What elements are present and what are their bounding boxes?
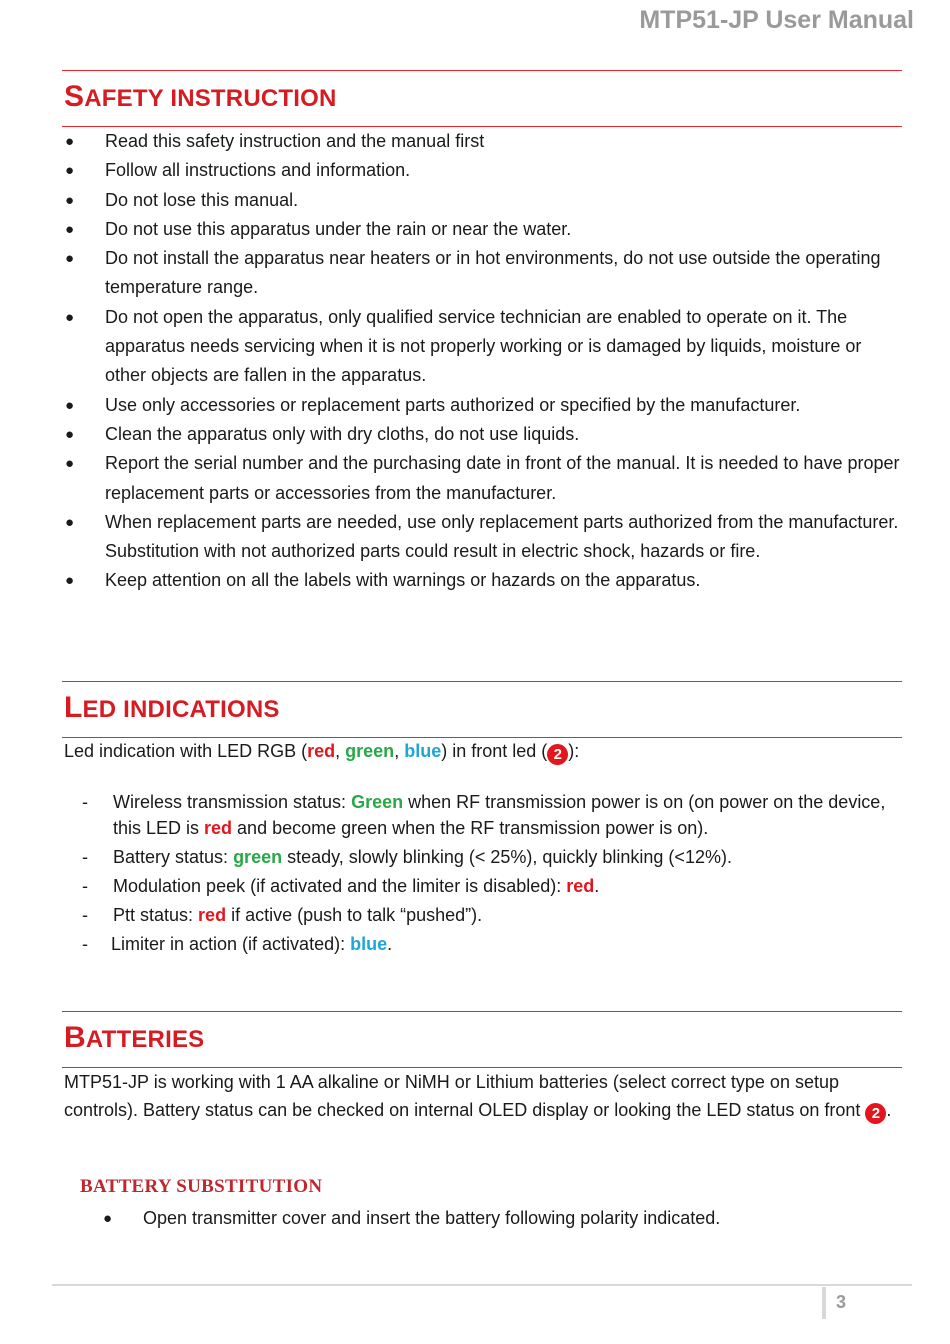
footer-divider [822,1287,826,1319]
bullet-icon: ● [65,308,75,326]
bullet-icon: ● [65,513,75,531]
list-item: ● When replacement parts are needed, use only replacement parts authorized from the manufacturer. Substitution with not authorized parts could result in electric shock, hazards or fire. [62,508,902,567]
list-item: ● Do not open the apparatus, only qualified service technician are enabled to operate on it. The apparatus needs servicing when it is not properly working or is damaged by liquids, moisture or other objects are fallen in the apparatus. [62,303,902,391]
front-led-number-badge: 2 [547,744,568,765]
list-item: ● Clean the apparatus only with dry cloths, do not use liquids. [62,420,902,449]
footer-rule [52,1284,912,1286]
front-led-number-badge: 2 [865,1103,886,1124]
bullet-icon: ● [65,133,75,150]
list-item: - Modulation peek (if activated and the limiter is disabled): red. [82,876,600,896]
safety-list-container [62,127,902,596]
section-top-rule [62,1011,902,1012]
batteries-section-title: BATTERIES [64,1021,205,1054]
bullet-icon: ● [65,455,75,473]
battery-substitution-list [100,1204,900,1233]
bullet-icon: ● [65,572,75,590]
document-header-title: MTP51-JP User Manual [639,6,914,34]
list-item: ● Report the serial number and the purchasing date in front of the manual. It is needed to have proper replacement parts or accessories from the manufacturer. [62,449,902,508]
battery-substitution-list-container [100,1204,900,1233]
list-item: ● Follow all instructions and information. [62,156,902,185]
battery-substitution-title: BATTERY SUBSTITUTION [80,1176,323,1197]
list-item: ● Do not install the apparatus near heaters or in hot environments, do not use outside the operating temperature range. [62,244,902,303]
list-item: ● Use only accessories or replacement parts authorized or specified by the manufacturer. [62,391,902,420]
batteries-paragraph: MTP51-JP is working with 1 AA alkaline or NiMH or Lithium batteries (select correct type on setup controls). Battery status can be checked on internal OLED display or looking the LED status on front 2 . [64,1072,892,1122]
bullet-icon: ● [65,191,75,209]
led-list-container [62,789,902,960]
section-top-rule [62,681,902,682]
bullet-icon: ● [65,425,75,443]
list-item: ● Read this safety instruction and the manual first [62,127,902,156]
bullet-icon: ● [65,396,75,414]
list-item: ● Keep attention on all the labels with warnings or hazards on the apparatus. [62,566,902,595]
bullet-icon: ● [103,1210,113,1227]
bullet-icon: ● [65,162,75,180]
list-item: - Limiter in action (if activated): blue. [82,934,393,954]
safety-list [62,127,902,596]
list-item: - Wireless transmission status: Green when RF transmission power is on (on power on the device, this LED is red and become green when the RF transmission power is on). [82,792,886,838]
safety-section-title: SAFETY INSTRUCTION [64,80,337,113]
page-number: 3 [836,1292,847,1312]
list-item: ● Open transmitter cover and insert the battery following polarity indicated. [100,1204,900,1233]
led-intro: Led indication with LED RGB (red, green, blue) in front led ( 2 ): [64,741,580,763]
led-section-title: LED INDICATIONS [64,691,280,724]
led-list [62,789,902,957]
list-item: - Ptt status: red if active (push to talk “pushed”). [82,905,483,925]
section-top-rule [62,70,902,71]
list-item: - Battery status: green steady, slowly blinking (< 25%), quickly blinking (<12%). [82,847,732,867]
bullet-icon: ● [65,250,75,268]
bullet-icon: ● [65,220,75,238]
list-item: ● Do not lose this manual. [62,186,902,215]
list-item: ● Do not use this apparatus under the rain or near the water. [62,215,902,244]
